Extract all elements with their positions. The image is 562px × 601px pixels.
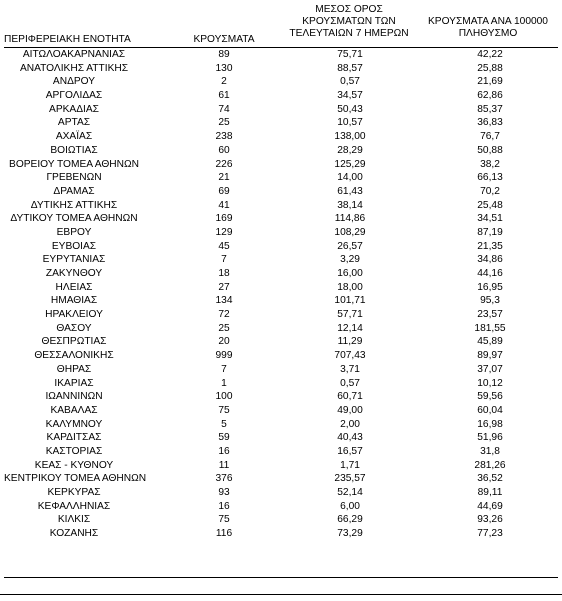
header-avg7-line: ΚΡΟΥΣΜΑΤΩΝ ΤΩΝ: [302, 16, 396, 27]
cell-avg7: 49,00: [337, 404, 363, 416]
cell-avg7: 108,29: [334, 226, 366, 238]
cell-per100k: 50,88: [477, 144, 503, 156]
cell-avg7: 1,71: [340, 459, 360, 471]
cell-cases: 2: [221, 76, 227, 88]
cell-avg7: 114,86: [334, 213, 366, 225]
cell-cases: 130: [215, 62, 233, 74]
cell-per100k: 44,16: [477, 268, 503, 279]
cell-cases: 238: [215, 131, 233, 143]
cell-region: ΗΜΑΘΙΑΣ: [50, 295, 98, 307]
cell-per100k: 59,56: [477, 391, 503, 403]
cell-per100k: 21,35: [477, 240, 503, 252]
cell-avg7: 0,57: [340, 76, 360, 88]
cell-region: ΕΒΡΟΥ: [56, 226, 92, 238]
cell-region: ΑΝΔΡΟΥ: [52, 76, 96, 88]
table-row: [0, 349, 562, 363]
cell-per100k: 21,69: [477, 76, 503, 88]
table-row: [0, 253, 562, 267]
cell-cases: 129: [215, 226, 233, 238]
table-row: [0, 513, 562, 527]
cell-cases: 74: [218, 103, 230, 115]
cell-avg7: 10,57: [337, 117, 363, 129]
cell-avg7: 101,71: [334, 295, 366, 307]
table-row: [0, 89, 562, 103]
cell-cases: 75: [218, 514, 230, 526]
cell-per100k: 87,19: [477, 226, 503, 238]
table-row: [0, 431, 562, 445]
cell-per100k: 45,89: [477, 336, 503, 348]
cell-per100k: 34,86: [477, 254, 503, 266]
footer-divider: [0, 594, 562, 595]
cell-per100k: 76,7: [480, 131, 500, 143]
cell-region: ΘΑΣΟΥ: [56, 322, 92, 334]
cell-per100k: 36,52: [477, 473, 503, 485]
cell-per100k: 37,07: [477, 363, 503, 375]
cell-cases: 25: [218, 322, 230, 334]
header-avg7-line: ΤΕΛΕΥΤΑΙΩΝ 7 ΗΜΕΡΩΝ: [289, 28, 409, 39]
cell-per100k: 16,95: [477, 281, 503, 293]
cell-avg7: 40,43: [337, 432, 363, 444]
table-row: [0, 459, 562, 473]
cell-avg7: 88,57: [337, 62, 363, 74]
cell-avg7: 235,57: [334, 473, 366, 485]
table-header: [0, 0, 562, 48]
table-row: [0, 404, 562, 418]
cell-cases: 72: [218, 309, 230, 321]
cell-avg7: 11,29: [337, 336, 363, 348]
cell-per100k: 23,57: [477, 309, 503, 321]
cell-region: ΚΕΝΤΡΙΚΟΥ ΤΟΜΕΑ ΑΘΗΝΩΝ: [4, 473, 147, 485]
cell-region: ΙΩΑΝΝΙΝΩΝ: [45, 391, 103, 403]
header-avg7-line: ΜΕΣΟΣ ΟΡΟΣ: [315, 4, 383, 15]
table-row: [0, 377, 562, 391]
cell-cases: 45: [218, 240, 230, 252]
cell-region: ΚΕΡΚΥΡΑΣ: [47, 487, 101, 498]
table-row: [0, 445, 562, 459]
cell-region: ΓΡΕΒΕΝΩΝ: [46, 172, 102, 184]
cell-region: ΔΥΤΙΚΗΣ ΑΤΤΙΚΗΣ: [30, 199, 118, 211]
cell-per100k: 25,48: [477, 199, 503, 211]
cell-per100k: 181,55: [474, 322, 506, 334]
table-row: [0, 103, 562, 117]
cell-cases: 116: [215, 528, 233, 540]
cell-avg7: 16,00: [337, 268, 363, 279]
cell-cases: 25: [218, 117, 230, 129]
cell-cases: 376: [215, 473, 233, 485]
cell-cases: 93: [218, 487, 230, 498]
header-cases-label: ΚΡΟΥΣΜΑΤΑ: [193, 34, 255, 45]
cell-avg7: 73,29: [337, 528, 363, 540]
table-row: [0, 322, 562, 336]
table-row: [0, 130, 562, 144]
cell-region: ΗΛΕΙΑΣ: [55, 281, 93, 293]
cell-avg7: 75,71: [337, 49, 363, 60]
cell-region: ΚΑΡΔΙΤΣΑΣ: [46, 432, 102, 444]
cell-per100k: 36,83: [477, 117, 503, 129]
cell-cases: 7: [221, 254, 227, 266]
cell-avg7: 0,57: [340, 377, 360, 389]
cell-cases: 18: [218, 268, 230, 279]
table-row: [0, 294, 562, 308]
cell-cases: 7: [221, 363, 227, 375]
table-row: [0, 308, 562, 322]
table-row: [0, 527, 562, 541]
cell-region: ΚΑΛΥΜΝΟΥ: [45, 418, 103, 430]
cell-cases: 59: [218, 432, 230, 444]
cell-avg7: 66,29: [337, 514, 363, 526]
cell-region: ΕΥΡΥΤΑΝΙΑΣ: [42, 254, 106, 266]
cell-region: ΖΑΚΥΝΘΟΥ: [45, 268, 103, 279]
cell-avg7: 18,00: [337, 281, 363, 293]
cell-per100k: 89,11: [477, 487, 503, 498]
cell-cases: 11: [218, 459, 230, 471]
cell-per100k: 60,04: [477, 404, 503, 416]
cell-cases: 61: [218, 90, 230, 102]
table-row: [0, 335, 562, 349]
cell-avg7: 14,00: [337, 172, 363, 184]
cell-cases: 1: [221, 377, 227, 389]
header-per100k-line: ΚΡΟΥΣΜΑΤΑ ΑΝΑ 100000: [428, 16, 548, 27]
cell-cases: 16: [218, 500, 230, 512]
cell-region: ΘΗΡΑΣ: [56, 363, 92, 375]
cell-avg7: 52,14: [337, 487, 363, 498]
cell-avg7: 12,14: [337, 322, 363, 334]
cell-avg7: 16,57: [337, 445, 363, 457]
cell-region: ΑΝΑΤΟΛΙΚΗΣ ΑΤΤΙΚΗΣ: [19, 62, 129, 74]
table-row: [0, 363, 562, 377]
header-region-label: ΠΕΡΙΦΕΡΕΙΑΚΗ ΕΝΟΤΗΤΑ: [4, 34, 131, 45]
table-row: [0, 281, 562, 295]
cell-per100k: 16,98: [477, 418, 503, 430]
table-row: [0, 158, 562, 172]
cell-region: ΑΙΤΩΛΟΑΚΑΡΝΑΝΙΑΣ: [22, 49, 126, 60]
cell-region: ΘΕΣΣΑΛΟΝΙΚΗΣ: [34, 350, 114, 362]
cell-per100k: 77,23: [477, 528, 503, 540]
table-row: [0, 75, 562, 89]
cell-per100k: 66,13: [477, 172, 503, 184]
cell-per100k: 25,88: [477, 62, 503, 74]
cell-cases: 169: [215, 213, 233, 225]
cell-cases: 69: [218, 185, 230, 197]
cell-cases: 89: [218, 49, 230, 60]
cell-region: ΑΧΑΪΑΣ: [55, 131, 93, 143]
header-per100k-line: ΠΛΗΘΥΣΜΟ: [458, 28, 518, 39]
cell-avg7: 6,00: [340, 500, 360, 512]
header-per100k: [420, 16, 556, 40]
table-row: [0, 472, 562, 486]
cell-avg7: 2,00: [340, 418, 360, 430]
cell-per100k: 51,96: [477, 432, 503, 444]
cell-region: ΚΕΦΑΛΛΗΝΙΑΣ: [37, 500, 111, 512]
cell-region: ΗΡΑΚΛΕΙΟΥ: [45, 309, 103, 321]
cell-cases: 226: [215, 158, 233, 170]
cell-per100k: 70,2: [480, 185, 500, 197]
table-row: [0, 62, 562, 76]
table-body: [0, 48, 562, 541]
cell-cases: 27: [218, 281, 230, 293]
table-bottom-divider: [4, 577, 558, 578]
table-row: [0, 267, 562, 281]
cell-region: ΑΡΤΑΣ: [57, 117, 91, 129]
cell-avg7: 3,29: [340, 254, 360, 266]
cell-region: ΒΟΙΩΤΙΑΣ: [50, 144, 98, 156]
table-row: [0, 116, 562, 130]
header-avg7: [289, 4, 409, 40]
cell-region: ΚΟΖΑΝΗΣ: [49, 528, 99, 540]
cell-avg7: 3,71: [340, 363, 360, 375]
cell-avg7: 60,71: [337, 391, 363, 403]
header-cases: [186, 34, 262, 46]
table-row: [0, 240, 562, 254]
cell-region: ΔΥΤΙΚΟΥ ΤΟΜΕΑ ΑΘΗΝΩΝ: [10, 213, 138, 225]
cell-per100k: 89,97: [477, 350, 503, 362]
cell-per100k: 42,22: [477, 49, 503, 60]
cell-cases: 100: [215, 391, 233, 403]
cell-per100k: 93,26: [477, 514, 503, 526]
cell-per100k: 95,3: [480, 295, 500, 307]
table-row: [0, 486, 562, 500]
cell-region: ΙΚΑΡΙΑΣ: [54, 377, 94, 389]
cell-region: ΘΕΣΠΡΩΤΙΑΣ: [41, 336, 107, 348]
cell-cases: 134: [215, 295, 233, 307]
cell-per100k: 281,26: [474, 459, 506, 471]
cell-per100k: 44,69: [477, 500, 503, 512]
cell-per100k: 10,12: [477, 377, 503, 389]
cell-region: ΕΥΒΟΙΑΣ: [51, 240, 97, 252]
cell-per100k: 34,51: [477, 213, 503, 225]
cell-per100k: 85,37: [477, 103, 503, 115]
cell-avg7: 26,57: [337, 240, 363, 252]
cell-cases: 999: [215, 350, 233, 362]
cell-per100k: 62,86: [477, 90, 503, 102]
table-row: [0, 199, 562, 213]
table-row: [0, 171, 562, 185]
table-row: [0, 390, 562, 404]
cell-region: ΑΡΚΑΔΙΑΣ: [49, 103, 99, 115]
table-row: [0, 226, 562, 240]
cell-region: ΚΑΒΑΛΑΣ: [50, 404, 98, 416]
table-row: [0, 185, 562, 199]
cell-avg7: 707,43: [334, 350, 366, 362]
cell-per100k: 38,2: [480, 158, 500, 170]
cell-cases: 60: [218, 144, 230, 156]
cell-avg7: 38,14: [337, 199, 363, 211]
table-row: [0, 418, 562, 432]
cell-avg7: 125,29: [334, 158, 366, 170]
cell-cases: 21: [218, 172, 230, 184]
table-row: [0, 48, 562, 62]
cell-region: ΚΑΣΤΟΡΙΑΣ: [45, 445, 103, 457]
cell-avg7: 28,29: [337, 144, 363, 156]
cell-cases: 5: [221, 418, 227, 430]
cell-avg7: 57,71: [337, 309, 363, 321]
cell-region: ΔΡΑΜΑΣ: [53, 185, 95, 197]
cell-region: ΑΡΓΟΛΙΔΑΣ: [45, 90, 103, 102]
cell-avg7: 61,43: [337, 185, 363, 197]
table-row: [0, 500, 562, 514]
table-row: [0, 212, 562, 226]
cell-region: ΚΙΛΚΙΣ: [57, 514, 91, 526]
cell-region: ΒΟΡΕΙΟΥ ΤΟΜΕΑ ΑΘΗΝΩΝ: [9, 158, 139, 170]
cell-per100k: 31,8: [480, 445, 500, 457]
cell-cases: 75: [218, 404, 230, 416]
cell-avg7: 138,00: [334, 131, 366, 143]
cell-avg7: 34,57: [337, 90, 363, 102]
header-region: [4, 34, 131, 46]
cell-cases: 16: [218, 445, 230, 457]
cell-avg7: 50,43: [337, 103, 363, 115]
cell-region: ΚΕΑΣ - ΚΥΘΝΟΥ: [34, 459, 114, 471]
cell-cases: 41: [218, 199, 230, 211]
cell-cases: 20: [218, 336, 230, 348]
table-row: [0, 144, 562, 158]
